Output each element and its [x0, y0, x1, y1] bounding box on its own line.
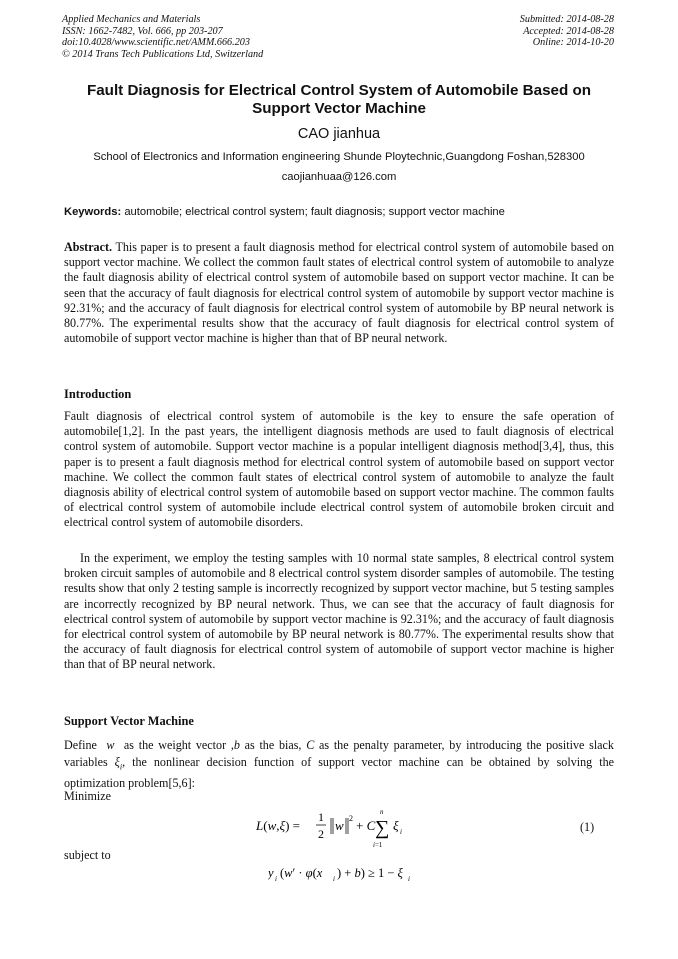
svg-text:i: i: [400, 828, 402, 836]
keywords-label: Keywords:: [64, 206, 122, 218]
svm-text-3: as the bias,: [244, 738, 302, 752]
svg-text:i: i: [333, 875, 335, 883]
intro-paragraph-2-text: In the experiment, we employ the testing samples with 10 normal state samples, 8 electrical control system broken circuit samples of automobile and 8 electrical control system disorder samples of automobile. The testing results show that only 2 testing sample is incorrectly recognized by support vector machine, but 5 testing samples are incorrectly recognized by BP neural network. Thus, we can see that the accuracy of fault diagnosis for electrical control system of automobile by support vector machine is 92.31%; and the accuracy of fault diagnosis for electrical control system of automobile by BP neural network is 80.77%. The experimental results show that the accuracy of fault diagnosis for electrical control system of automobile of support vector machine is higher than that of BP neural network.: [64, 551, 614, 672]
var-c: C: [306, 738, 315, 752]
journal-issn: ISSN: 1662-7482, Vol. 666, pp 203-207: [62, 25, 223, 37]
keywords-list: automobile; electrical control system; fault diagnosis; support vector machine: [124, 206, 505, 218]
journal-name: Applied Mechanics and Materials: [62, 14, 201, 25]
objective-equation: [256, 806, 436, 850]
svm-text-2: as the weight vector ,: [123, 738, 234, 752]
svg-text:1: 1: [318, 810, 324, 824]
title-line-1: Fault Diagnosis for Electrical Control System of Automobile Based on: [86, 82, 592, 99]
keywords: [64, 206, 624, 218]
journal-doi: doi:10.4028/www.scientific.net/AMM.666.203: [62, 37, 250, 49]
svg-text:w: w: [335, 818, 344, 833]
var-xi: $\xi_i$: [114, 755, 123, 772]
online-date: Online: 2014-10-20: [532, 37, 614, 49]
svg-text:(w′ · φ(x: (w′ · φ(x: [280, 866, 323, 880]
var-w: w: [101, 738, 120, 752]
abstract: [64, 240, 614, 346]
svg-text:n: n: [380, 808, 384, 816]
accepted-date: Accepted: 2014-08-28: [523, 25, 614, 37]
svm-text-4: as the penalty parameter, by introducing the positive slack variables: [64, 738, 614, 769]
journal-info: [62, 14, 263, 60]
affiliation: School of Electronics and Information engineering Shunde Ploytechnic,Guangdong Foshan,528300: [93, 151, 585, 163]
svg-text:ξ: ξ: [393, 818, 399, 833]
svg-text:+ C: + C: [356, 818, 376, 833]
submission-dates: [520, 14, 614, 49]
subject-to-label: subject to: [64, 848, 111, 862]
equation-number: (1): [580, 820, 595, 834]
constraint-equation: [268, 862, 418, 886]
svg-text:∑: ∑: [375, 817, 390, 839]
svm-text-5: , the nonlinear decision function of support vector machine can be obtained by solving the optimization problem[5,6]:: [64, 755, 614, 791]
svg-text:i: i: [408, 875, 410, 883]
paper-title: [40, 82, 638, 118]
svg-text:L(w,ξ) =: L(w,ξ) =: [256, 818, 300, 833]
svg-text:2: 2: [318, 827, 324, 841]
var-b: b: [233, 738, 240, 752]
intro-paragraph-2: [64, 551, 614, 673]
svm-paragraph: [64, 737, 614, 792]
svm-heading: Support Vector Machine: [64, 714, 194, 728]
abstract-text: This paper is to present a fault diagnosis method for electrical control system of automobile based on support vector machine. We collect the common fault states of electrical control system of automobile to analyze the fault diagnosis ability of electrical control system of automobile based on support vector machine. It can be seen that the accuracy of fault diagnosis for electrical control system of automobile by support vector machine is 92.31%; and the accuracy of fault diagnosis for electrical control system of automobile by BP neural network is 80.77%. The experimental results show that the accuracy of fault diagnosis for electrical control system of automobile of support vector machine is higher than that of BP neural network.: [64, 240, 614, 346]
svg-text:i=1: i=1: [373, 841, 383, 849]
svg-text:i: i: [275, 875, 277, 883]
introduction-heading: Introduction: [64, 387, 132, 401]
svg-text:2: 2: [349, 814, 353, 823]
svg-text:) + b) ≥ 1 − ξ: ) + b) ≥ 1 − ξ: [337, 866, 403, 880]
minimize-label: Minimize: [64, 789, 112, 803]
intro-paragraph-1: Fault diagnosis of electrical control system of automobile is the key to ensure the safe operation of automobile[1,2]. In the past years, the intelligent diagnosis methods are used to fault diagnosis of electrical control system of automobile. Support vector machine is a popular intelligent diagnosis method[3,4], thus, this paper is to present a fault diagnosis method for electrical control system of automobile based on support vector machine. We collect the common fault states of electrical control system of automobile to analyze the fault diagnosis ability of electrical control system of automobile based on support vector machine. The common faults of electrical control system of automobile include electrical control system of automobile broken circuit and electrical control system of automobile disorders.: [64, 409, 614, 530]
author-name: CAO jianhua: [297, 126, 381, 142]
title-line-2: Support Vector Machine: [252, 100, 426, 117]
author-email: caojianhuaa@126.com: [281, 171, 397, 183]
journal-copyright: © 2014 Trans Tech Publications Ltd, Switzerland: [62, 48, 264, 60]
submitted-date: Submitted: 2014-08-28: [519, 14, 614, 25]
svm-text-1: Define: [64, 738, 97, 752]
svg-text:y: y: [268, 866, 274, 880]
abstract-label: Abstract.: [64, 240, 113, 254]
